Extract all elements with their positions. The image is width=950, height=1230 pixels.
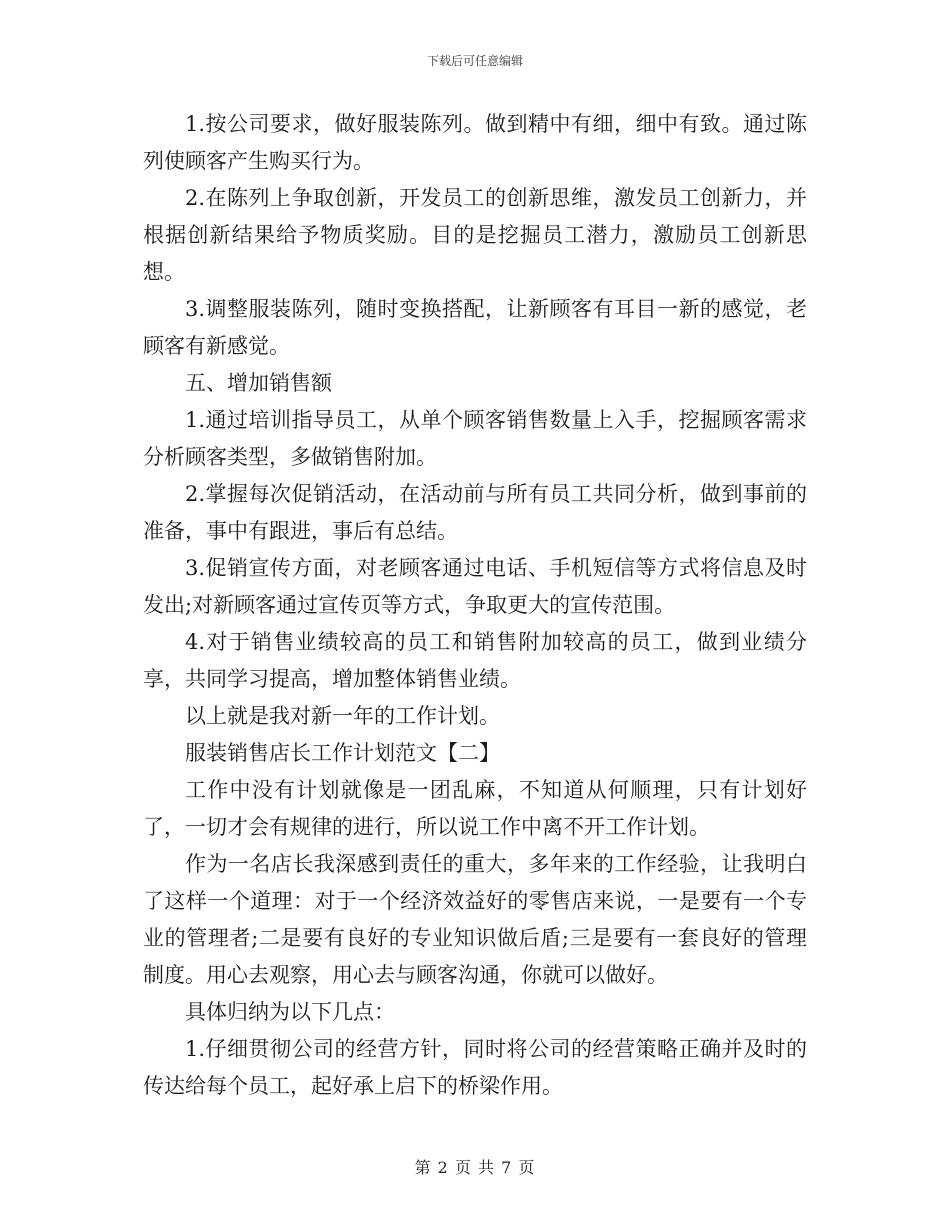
paragraph: 具体归纳为以下几点：: [185, 1000, 395, 1024]
paragraph: 以上就是我对新一年的工作计划。: [185, 704, 500, 728]
paragraph: 1.仔细贯彻公司的经营方针，同时将公司的经营策略正确并及时的传达给每个员工，起好承上启下的桥梁作用。: [143, 1037, 807, 1098]
document-body: [143, 106, 807, 1105]
paragraph: 2.掌握每次促销活动，在活动前与所有员工共同分析，做到事前的准备，事中有跟进，事后有总结。: [143, 482, 807, 543]
paragraph: 3.调整服装陈列，随时变换搭配，让新顾客有耳目一新的感觉，老顾客有新感觉。: [143, 297, 807, 358]
paragraph: 1.按公司要求，做好服装陈列。做到精中有细，细中有致。通过陈列使顾客产生购买行为。: [143, 112, 807, 173]
paragraph: 2.在陈列上争取创新，开发员工的创新思维，激发员工创新力，并根据创新结果给予物质奖励。目的是挖掘员工潜力，激励员工创新思想。: [143, 186, 807, 284]
paragraph: 1.通过培训指导员工，从单个顾客销售数量上入手，挖掘顾客需求分析顾客类型，多做销售附加。: [143, 408, 807, 469]
section-heading: 五、增加销售额: [185, 371, 332, 395]
section-heading: 服装销售店长工作计划范文【二】: [185, 741, 500, 765]
paragraph: 3.促销宣传方面，对老顾客通过电话、手机短信等方式将信息及时发出;对新顾客通过宣传页等方式，争取更大的宣传范围。: [143, 556, 807, 617]
paragraph: 4.对于销售业绩较高的员工和销售附加较高的员工，做到业绩分享，共同学习提高，增加整体销售业绩。: [143, 630, 807, 691]
page-number: 第 2 页 共 7 页: [414, 1158, 536, 1177]
paragraph: 工作中没有计划就像是一团乱麻，不知道从何顺理，只有计划好了，一切才会有规律的进行，所以说工作中离不开工作计划。: [143, 778, 807, 839]
paragraph: 作为一名店长我深感到责任的重大，多年来的工作经验，让我明白了这样一个道理：对于一个经济效益好的零售店来说，一是要有一个专业的管理者;二是要有良好的专业知识做后盾;三是要有一套良好的管理制度。用心去观察，用心去与顾客沟通，你就可以做好。: [143, 852, 807, 987]
page-header: 下载后可任意编辑: [426, 54, 523, 68]
